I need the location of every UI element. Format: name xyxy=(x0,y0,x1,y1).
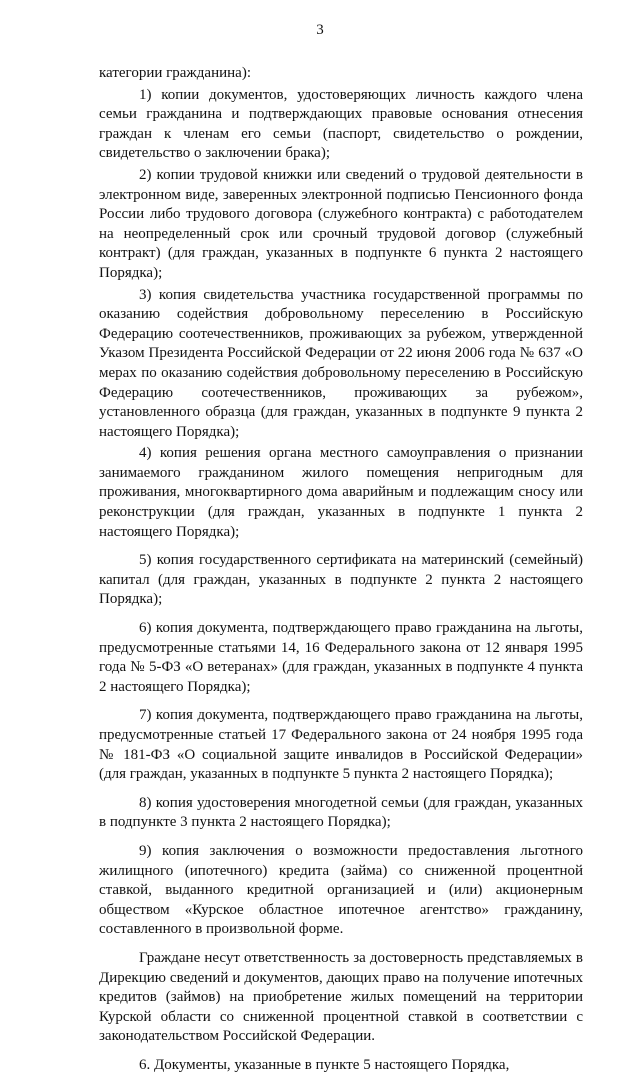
list-item-6: 6) копия документа, подтверждающего право гражданина на льготы, предусмотренные статьями 14, 16 Федерального закона от 12 января 1995 года № 5-ФЗ «О ветеранах» (для граждан, указанных в подпункте 4 пункта 2 настоящего Порядка); xyxy=(99,620,583,695)
list-item-5: 5) копия государственного сертификата на материнский (семейный) капитал (для граждан, указанных в подпункте 2 пункта 2 настоящего Порядка); xyxy=(99,552,583,608)
list-item-3: 3) копия свидетельства участника государственной программы по оказанию содействия добровольному переселению в Российскую Федерацию соотечественников, проживающих за рубежом, утвержденной Указом Президента Российской Федерации от 22 июня 2006 года № 637 «О мерах по оказанию содействия добровольному переселению в Российскую Федерацию соотечественников, проживающих за рубежом», установленного образца (для граждан, указанных в подпункте 9 пункта 2 настоящего Порядка); xyxy=(99,286,583,440)
list-item-8: 8) копия удостоверения многодетной семьи (для граждан, указанных в подпункте 3 пункта 2 настоящего Порядка); xyxy=(99,794,583,831)
list-item-2: 2) копии трудовой книжки или сведений о трудовой деятельности в электронном виде, заверенных электронной подписью Пенсионного фонда России либо трудового договора (служебного контракта) с работодателем на неопределенный срок или срочный трудовой договор (служебный контракт) (для граждан, указанных в подпункте 6 пункта 2 настоящего Порядка); xyxy=(99,166,583,281)
list-item-7: 7) копия документа, подтверждающего право гражданина на льготы, предусмотренные статьей 17 Федерального закона от 24 ноября 1995 года № 181-ФЗ «О социальной защите инвалидов в Российской Федерации» (для граждан, указанных в подпункте 5 пункта 2 настоящего Порядка); xyxy=(99,707,583,783)
list-item-4: 4) копия решения органа местного самоуправления о признании занимаемого гражданином жилого помещения непригодным для проживания, многоквартирного дома аварийным и подлежащим сносу или реконструкции (для граждан, указанных в подпункте 1 пункта 2 настоящего Порядка); xyxy=(99,445,583,540)
section-6-paragraph: 6. Документы, указанные в пункте 5 настоящего Порядка, xyxy=(139,1056,510,1073)
list-item-1: 1) копии документов, удостоверяющих личность каждого члена семьи гражданина и подтверждающих правовые основания отнесения граждан к членам его семьи (паспорт, свидетельство о рождении, свидетельство о заключении брака); xyxy=(99,86,583,162)
document-body xyxy=(99,64,583,1078)
page-number: 3 xyxy=(316,22,324,38)
paragraph-intro: категории гражданина): xyxy=(99,65,251,81)
list-item-9: 9) копия заключения о возможности предоставления льготного жилищного (ипотечного) кредита (займа) со сниженной процентной ставкой, выданного кредитной организацией и (или) акционерным обществом «Курское областное ипотечное агентство» гражданину, составленного в произвольной форме. xyxy=(99,842,583,938)
responsibility-paragraph: Граждане несут ответственность за достоверность представляемых в Дирекцию сведений и документов, дающих право на получение ипотечных кредитов (займов) на приобретение жилых помещений на территории Курской области со сниженной процентной ставкой в соответствии с законодательством Российской Федерации. xyxy=(99,949,583,1045)
